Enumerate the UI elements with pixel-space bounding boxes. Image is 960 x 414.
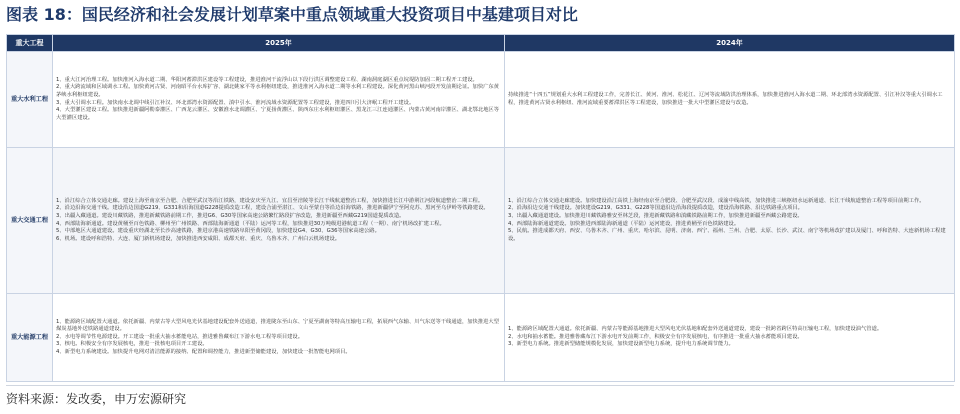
list-item: 持续推进“十四五”规划重大水利工程建设工作，完善长江、黄河、淮河、松花江、辽河等流域防洪治理体系，加快推进淮河入海水道二期、环北部湾水资源配置、引江补汉等重大引调水工程，推进黄河古贤水利枢纽、淮河流域重要蓄滞洪区等工程建设，加快推进一批大中型灌区建设与改造。 [508,91,943,106]
footer-divider [6,385,954,386]
cell-transport-2024 [505,148,955,294]
list-item: 1、能源跨区域配置大通道。依托新疆、内蒙古等能源基地推进大型风电光伏基地和配套外送通道建设，建设一批跨省跨区特高压输电工程，加快建设油气管道。 [508,326,883,333]
list-item: 3、核电。积极安全有序发展核电，推进一批核电项目开工建设。 [56,341,208,348]
list-item: 3、重大引调水工程。加快南水北调中线引江补汉、环北部湾水资源配置、滇中引水、淮河流域水资源配置等工程建设，推进四川引大济岷工程开工建设。 [56,99,415,106]
cell-water-2024 [505,52,955,148]
list-item: 2、沿边沿海交通干线。建设沿边国道G219、G331和沿海国道G228提质改造工程，建设合浦至湛江、文山至蒙自等沿边沿海铁路，推进新疆伊宁至阿克苏、黑河至乌伊岭等铁路建设。 [56,205,489,212]
cell-energy-2025 [53,294,505,382]
category-water: 重大水利工程 [7,52,53,148]
cell-energy-2024 [505,294,955,382]
figure-title: 图表 18：国民经济和社会发展计划草案中重点领域重大投资项目中基建项目对比 [6,5,578,24]
header-2024: 2024年 [505,35,955,52]
list-item: 4、新型电力系统建设。加快提升电网对清洁能源的接纳、配置和调控能力，推进新型储能建设，加快建设一批智能电网项目。 [56,348,351,355]
comparison-table [6,34,955,382]
table-row [7,294,955,382]
table-row [7,148,955,294]
list-item: 6、机场。建设呼和浩特、大连、厦门新机场建设，加快推进西安咸阳、成都天府、重庆、乌鲁木齐、广州白云机场建设。 [56,235,341,242]
list-item: 4、西部陆海新通道建设。加快推进西部陆海新通道（平陆）运河建设，推进黄桶至百色铁路建设。 [508,220,740,227]
header-2025: 2025年 [53,35,505,52]
table-header-row [7,35,955,52]
cell-water-2025 [53,52,505,148]
list-item: 3、出疆入藏通道建设。加快推进川藏铁路雅安至林芝段，推进新藏铁路和滇藏铁路前期工作，加快推进新疆至西藏公路建设。 [508,212,803,219]
list-item: 1、重大江河治理工程。加快淮河入海水道二期、华阳河蓄滞洪区建设等工程建设，推进淮河干流浮山以下段行洪区调整建设工程、湖南洞庭湖区重点垸堤防加固二期工程开工建设。 [56,76,478,83]
list-item: 1、沿江综合立体交通走廊。建设上海至南京至合肥、合肥至武汉等沿江铁路，建设安庆至九江、宜昌至涪陵等长江干线航道整治工程，加快推进长江中游荆江河段航道整治二期工程。 [56,197,484,204]
list-item: 2、沿海沿边交通干线建设。加快建设G219、G331、G228等国道沿边沿海段提质改造，建设沿海铁路、沿边铁路重点项目。 [508,205,803,212]
table-row [7,52,955,148]
category-transport: 重大交通工程 [7,148,53,294]
cell-transport-2025 [53,148,505,294]
list-item: 4、大型灌区建设工程。加快推进新疆阿勒泰灌区、广西龙云灌区、安徽淮水北调灌区、宁夏扬黄灌区、陕西东庄水利枢纽灌区、黑龙江三江连通灌区、内蒙古黄河南岸灌区、湖北鄂北地区等大型灌区建设。 [56,107,500,121]
list-item: 1、能源跨区域配置大通道。依托新疆、内蒙古等大型风电光伏基地建设配套外送通道，推进陇东至山东、宁夏至湖南等特高压输电工程，拓展西气东输、川气东送等干线通道，加快推进大型煤炭基地外送铁路通道建设。 [56,318,500,333]
list-item: 3、出疆入藏通道。建设川藏铁路，推进新藏铁路前期工作，推进G6、G30等国家高速公路繁忙路段扩容改造，推进新疆至西藏G219国道提质改造。 [56,212,405,219]
list-item: 2、水电等调节性电源建设。开工建设一批重大抽水蓄能电站，推进雅鲁藏布江下游水电工程等项目建设。 [56,333,304,340]
list-item: 2、水电和抽水蓄能。推进雅鲁藏布江下游水电开发前期工作，积极安全有序发展核电，有序推进一批重大抽水蓄能项目建设。 [508,333,803,340]
list-item: 4、西部陆海新通道。建设黄桶至百色铁路、柳州至广州铁路、西部陆海新通道（平陆）运河等工程，加快推进30万吨级进港航道工程（一期）、南宁机场改扩建工程。 [56,220,445,227]
list-item: 1、沿江综合立体交通走廊建设。加快建设沿江高铁上海经南京至合肥段、合肥至武汉段、成渝中线高铁，加快推进三峡枢纽水运新通道、长江干线航道整治工程等项目前期工作。 [508,197,925,204]
list-item: 2、重大跨流域和区域调水工程。加快黄河古贤、河南昭平台水库扩容、湖北姚家平等水利枢纽建设，推进淮河入海水道二期等水利工程建设。深化黄河黑山峡河段开发前期论证。加快广东黄茅峡水利枢纽建设。 [56,84,500,98]
list-item: 5、民航。推进成都天府、西安、乌鲁木齐、广州、重庆、哈尔滨、昆明、济南、西宁、福州、兰州、合肥、太原、长沙、武汉、南宁等机场改扩建以及厦门、呼和浩特、大连新机场工程建设。 [508,228,946,242]
source-note: 资料来源：发改委，申万宏源研究 [6,392,187,406]
list-item: 3、新型电力系统。推进新型储能规模化发展，加快建设新型电力系统，提升电力系统调节能力。 [508,341,734,348]
header-category: 重大工程 [7,35,53,52]
category-energy: 重大能源工程 [7,294,53,382]
list-item: 5、中部地区大通道建设。建设重庆经湖北至长沙高速铁路，推进京港高速铁路阜阳至黄冈段，加快建设G4、G30、G36等国家高速公路。 [56,228,380,235]
